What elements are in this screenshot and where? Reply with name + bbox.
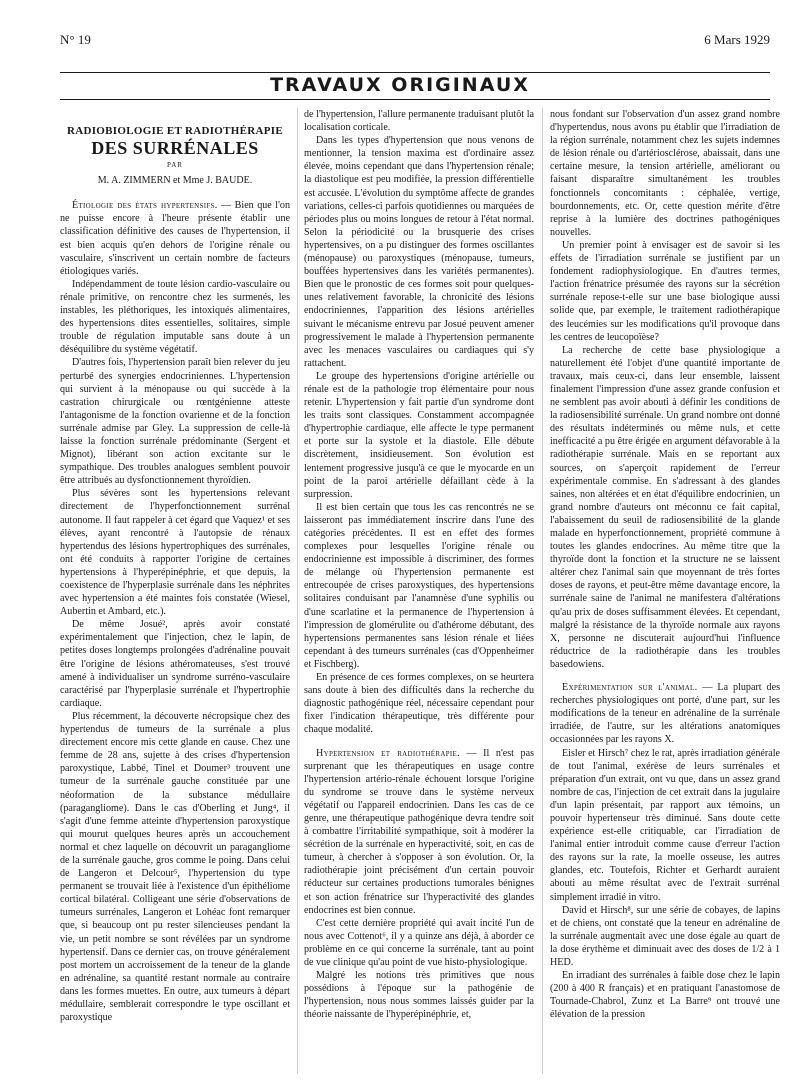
paragraph: nous fondant sur l'observation d'un assez grand nombre d'hypertendus, nous avons pu établir que l'irradiation de la région surrénale, notamment chez les sujets indemnes de lésion rénale ou d'artériosclérose, abaissait, dans une certaine mesure, la tension artérielle, améliorant ou faisant disparaître simultanément les troubles fonctionnels concomitants : céphalée, vertige, bourdonnements, etc. Or, cette question mérite d'être reprise à la lumière des doctrines pathogéniques nouvelles. <box>550 109 780 238</box>
section-title: TRAVAUX ORIGINAUX <box>270 74 530 96</box>
issue-date: 6 Mars 1929 <box>704 32 770 47</box>
article-title: DES SURRÉNALES <box>91 138 259 158</box>
column-divider <box>542 108 543 1074</box>
paragraph-text: — La plupart des recherches physiologiques ont porté, d'une part, sur les modifications de la teneur en adrénaline de la surrénale irradiée, de l'autre, sur les altérations anatomiques occasionnées par les rayons X. <box>550 682 780 746</box>
paragraph-lead: Étiologie des états hypertensifs. <box>72 200 218 212</box>
paragraph: D'autres fois, l'hypertension paraît bien relever du jeu perturbé des synergies endocriniennes. L'hypertension qui survient à la ménopause ou qui succède à la castration chirurgicale ou rœntgénienne atteste l'antagonisme de la fonction ovarienne et de la fonction surrénale admise par Gley. La suppression de celle-là laisse la fonction surrénale prédominante (Sergent et Mignot), libérant son action excitante sur le sympathique. Des troubles analogues semblent pouvoir être attribués au dysfonctionnement thyroïdien. <box>60 357 290 487</box>
paragraph: Le groupe des hypertensions d'origine artérielle ou rénale est de la pathologie trop élémentaire pour nous retenir. L'hypertension y fait partie d'un syndrome dont les traits sont classiques. Constamment accompagnée d'hypertrophie cardiaque, elle affecte le type permanent et porte sur la systole et la diastole. Elle débute discrètement, insidieusement. Son évolution est lentement progressive jusqu'à ce que le myocarde en un point de la paroi artérielle défaillant cède à la surpression. <box>304 370 534 500</box>
column-divider <box>297 108 298 1074</box>
paragraph: de l'hypertension, l'allure permanente traduisant plutôt la localisation corticale. <box>304 109 534 134</box>
paragraph: De même Josué², après avoir constaté expérimentalement que l'injection, chez le lapin, de petites doses longtemps prolongées d'adrénaline pouvait être l'origine de lésions athéromateuses, s'est trouvé amené à individualiser un syndrome surréno-vasculaire caractérisé par l'hyperplasie surrénale et l'hypertrophie cardiaque. <box>60 619 290 709</box>
article-title-block <box>60 124 290 187</box>
paragraph-lead: Expérimentation sur l'animal. <box>562 682 698 694</box>
paragraph: Eisler et Hirsch⁷ chez le rat, après irradiation générale de tout l'animal, exérèse de leurs surrénales et préparation d'un extrait, ont vu que, dans un assez grand nombre de cas, l'injection de cet extrait dans la jugulaire d'un lapin présentait, par rapport aux témoins, un pouvoir hypertenseur très diminué. Sans doute cette expérience est-elle critiquable, car l'irradiation de l'animal entier introduit comme cause d'erreur l'action des rayons sur la rate, la moelle osseuse, les autres glandes, etc. Toutefois, Richter et Gerhardt auraient abouti au même résultat avec de l'extrait surrénal simplement irradié in vitro. <box>550 747 780 903</box>
article-pretitle: RADIOBIOLOGIE ET RADIOTHÉRAPIE <box>66 125 283 137</box>
article-by: PAR <box>167 161 183 170</box>
paragraph: Un premier point à envisager est de savoir si les effets de l'irradiation surrénale se justifient par un fondement radiophysiologique. En d'autres termes, l'action frénatrice présumée des rayons sur la sécrétion surrénale repose-t-elle sur une base biologique aussi solide que, par exemple, le traitement radiothérapique des leucémies sur les modifications qu'il provoque dans les centres de leucopoïèse? <box>550 239 780 343</box>
issue-number: N° 19 <box>60 32 91 47</box>
page-header <box>60 32 770 52</box>
paragraph-text: — Il n'est pas surprenant que les thérapeutiques en usage contre l'hypertension artério-rénale échouent lorsque l'origine du syndrome se trouve dans le système nerveux végétatif ou l'appareil endocrinien. Dans les cas de ce genre, une thérapeutique pathogénique devra tendre soit à combattre l'irritabilité sympathique, soit à modérer la sécrétion de la surrénale en hyperactivité, soit, en cas de tumeur, à chercher à s'opposer à son évolution. Or, la radiothérapie joint précisément d'un certain pouvoir réducteur sur certaines productions tumorales bénignes et son action frénatrice sur l'hyperactivité des glandes endocrines est bien connue. <box>304 747 534 916</box>
paragraph-text: — Bien que l'on ne puisse encore à l'heure présente établir une classification définitive des causes de l'hypertension, il est bien acquis qu'en dehors de l'origine rénale ou vasculaire, s'inscrivent un certain nombre de facteurs étiologiques variés. <box>60 200 290 277</box>
paragraph: En présence de ces formes complexes, on se heurtera sans doute à bien des difficultés dans la recherche du diagnostic pathogénique réel, nécessaire cependant pour fixer l'indication thérapeutique, très différente pour chaque modalité. <box>304 672 534 736</box>
paragraph: David et Hirsch⁸, sur une série de cobayes, de lapins et de chiens, ont constaté que la teneur en adrénaline de la surrénale augmentait avec une dose égale au quart de la dose érythème et diminuait avec des doses de 1/2 à 1 HED. <box>550 904 780 968</box>
column-middle <box>304 108 534 1078</box>
header-rule-top <box>60 72 770 73</box>
header-rule-bottom <box>60 99 770 100</box>
paragraph-lead: Hypertension et radiothérapie. <box>316 747 460 759</box>
paragraph: C'est cette dernière propriété qui avait incité l'un de nous avec Cottenot⁶, il y a quinze ans déjà, à aborder ce problème en ce qui concerne la surrénale, tant au point de vue clinique qu'au point de vue histo-physiologique. <box>304 917 534 968</box>
paragraph: La recherche de cette base physiologique a naturellement été l'objet d'une quantité importante de travaux, mais ceux-ci, dans leur ensemble, laissent finalement l'impression d'une assez grande confusion et ne semblent pas avoir abouti à définir les conditions de la radiosensibilité surrénale. Un grand nombre ont donné des résultats indéterminés ou même nuls, et cette inefficacité a pu être érigée en argument défavorable à la radiothérapie surrénale. Mais en se reportant aux sources, on s'aperçoit rapidement de l'erreur expérimentale commise. En s'adressant à des glandes saines, non altérées et en état d'équilibre endocrinien, un grand nombre d'auteurs ont méconnu ce fait capital, l'abaissement du seuil de radiosensibilité de la glande malade en hyperfonctionnement, propriété commune à toutes les glandes endocrines. Au même titre que la thyroïde dont la fonction et la structure ne se laissent altérer chez l'animal sain que moyennant de très fortes doses de rayons, et peut-être même davantage encore, la surrénale saine de l'animal ne manifestera d'altérations qu'au prix de doses suffisamment élevées. Et cependant, malgré la résistance de la thyroïde normale aux rayons X, personne ne discuterait aujourd'hui l'influence réductrice de la radiothérapie dans les troubles basedowiens. <box>550 344 780 670</box>
paragraph <box>304 747 534 917</box>
paragraph: Plus sévères sont les hypertensions relevant directement de l'hyperfonctionnement surrénal autonome. Il faut rappeler à cet égard que Vaquez¹ et ses élèves, ayant rencontré à l'autopsie de rénaux hypertendus des lésions hypertrophiques des surrénales, ont été conduits à rapporter l'origine de certaines hypertensions à l'hyperépinéphrie, et que depuis, la coexistence de l'hyperplasie surrénale dans les néphrites avec hypertension a été maintes fois constatée (Wiesel, Aubertin et Ambard, etc.). <box>60 488 290 618</box>
column-right <box>550 108 780 1078</box>
paragraph: Malgré les notions très primitives que nous possédions à l'époque sur la pathogénie de l'hypertension, nous nous sommes laissés guider par la théorie naissante de l'hyperépinéphrie, et, <box>304 970 534 1021</box>
article-authors: M. A. ZIMMERN et Mme J. BAUDE. <box>97 175 253 187</box>
paragraph <box>550 681 780 746</box>
paragraph: Il est bien certain que tous les cas rencontrés ne se laisseront pas immédiatement inscrire dans l'une des catégories précédentes. Il est en effet des formes complexes pour lesquelles l'origine rénale ou endocrinienne est impossible à discriminer, des formes de mélange où l'hypertension permanente est entrecoupée de crises paroxystiques, des hypertensions solitaires conduisant par l'anamnèse d'une syphilis ou d'une scarlatine et la permanence de l'hypertension à l'impression de glomérulite ou d'athérome débutant, des hypertensions permanentes sans lésion rénale et liées cependant à des tumeurs surrénales (cas d'Oppenheimer et Fischberg). <box>304 501 534 670</box>
spacer <box>550 671 780 681</box>
paragraph <box>60 199 290 278</box>
paragraph: Indépendamment de toute lésion cardio-vasculaire ou rénale primitive, on rencontre chez les surmenés, les instables, les pléthoriques, les intoxiqués alimentaires, des hypertensions dites essentielles, solitaires, simple trouble de régulation imputable sans doute à un déséquilibre du système végétatif. <box>60 278 290 356</box>
spacer <box>304 737 534 747</box>
column-left <box>60 104 290 1074</box>
paragraph: Dans les types d'hypertension que nous venons de mentionner, la tension maxima est d'ordinaire assez élevée, moins cependant que dans l'hypertension rénale; la diastolique est peu modifiée, la pression différentielle est accusée. L'évolution du symptôme affecte de grandes variations, celles-ci parfois quotidiennes ou marquées de périodes plus ou moins longues de retour à l'état normal. Selon la périodicité ou la brusquerie des crises hypertensives, on a pu distinguer des formes oscillantes (ménopause) ou paroxystiques (ménopause, tumeurs, bouffées hypertensives dans les variétés permanentes). Bien que le pronostic de ces formes soit pour quelques-unes relativement favorable, la chronicité des lésions endocriniennes, l'apparition des lésions artérielles suivant le mécanisme entrevu par Josué peuvent amener progressivement le malade à l'hypertension permanente avec les menaces vasculaires ou cardiaques qui s'y rattachent. <box>304 135 534 369</box>
paragraph: Plus récemment, la découverte nécropsique chez des hypertendus de tumeurs de la surrénale a plus directement encore mis cette glande en cause. Chez une femme de 28 ans, sujette à des crises d'hypertension paroxystique, Labbé, Tinel et Doumer³ trouvent une tumeur de la surrénale gauche constituée par une néoformation de la substance médullaire (paragangliome). Dans le cas d'Oberling et Jung⁴, il s'agit d'une femme atteinte d'hypertension paroxystique qui mourut quelques heures après un accouchement normal et chez laquelle on découvrit un paragangliome de la surrénale gauche, gros comme le poing. Dans celui de Langeron et Delcour⁵, l'hypertension du type permanent se trouvait liée à l'existence d'un épithéliome cortical bilatéral. Colligeant une série d'observations de tumeurs surrénales, Langeron et Lohéac font remarquer que, si beaucoup ont pu rester silencieuses pendant la vie, un petit nombre se sont révélées par un syndrome hypertensif. Dans ce dernier cas, on trouve généralement post mortem un accroissement de la teneur de la glande en adrénaline, sa quantité restant normale au contraire dans les formes muettes. En outre, aux tumeurs à départ médullaire, semblerait correspondre le type oscillant et paroxystique <box>60 710 290 1024</box>
paragraph: En irradiant des surrénales à faible dose chez le lapin (200 à 400 R français) et en pratiquant l'anastomose de Tournade-Chabrol, Zunz et La Barre⁹ ont trouvé une élévation de la pression <box>550 970 780 1021</box>
